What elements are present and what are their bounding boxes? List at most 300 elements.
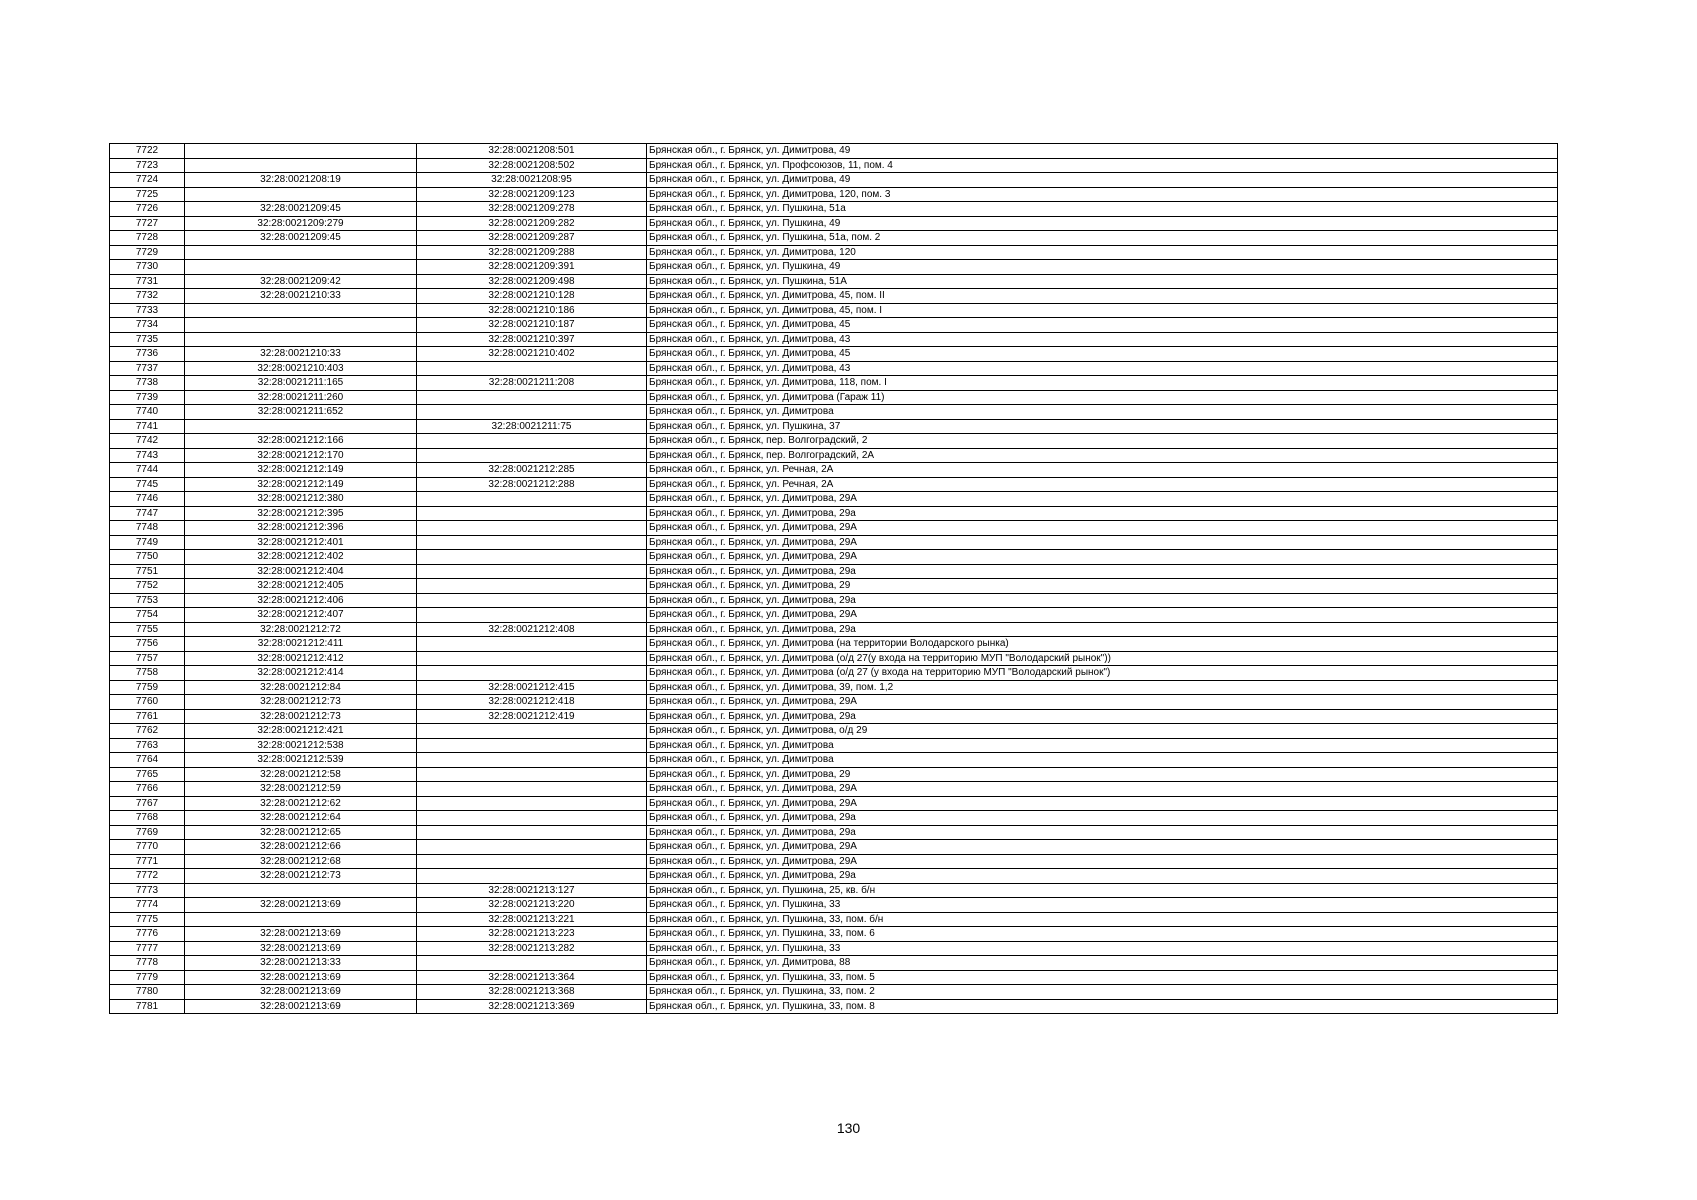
cadastral-number-cell: 32:28:0021212:414 <box>185 666 417 681</box>
cadastral-number-cell: 32:28:0021212:380 <box>185 492 417 507</box>
address-cell: Брянская обл., г. Брянск, ул. Димитрова, 43 <box>647 332 1558 347</box>
cadastral-number-cell: 32:28:0021210:403 <box>185 361 417 376</box>
cadastral-number-cell <box>185 303 417 318</box>
table-row <box>110 724 1558 739</box>
table-row <box>110 579 1558 594</box>
object-number-cell: 32:28:0021213:282 <box>417 941 647 956</box>
row-number-cell: 7727 <box>110 216 185 231</box>
cadastral-number-cell: 32:28:0021212:407 <box>185 608 417 623</box>
address-cell: Брянская обл., г. Брянск, ул. Димитрова, 120, пом. 3 <box>647 187 1558 202</box>
row-number-cell: 7736 <box>110 347 185 362</box>
table-row <box>110 289 1558 304</box>
table-row <box>110 434 1558 449</box>
address-cell: Брянская обл., г. Брянск, ул. Пушкина, 33 <box>647 898 1558 913</box>
object-number-cell: 32:28:0021208:501 <box>417 144 647 159</box>
row-number-cell: 7766 <box>110 782 185 797</box>
row-number-cell: 7754 <box>110 608 185 623</box>
cadastral-number-cell: 32:28:0021209:45 <box>185 202 417 217</box>
object-number-cell <box>417 651 647 666</box>
row-number-cell: 7739 <box>110 390 185 405</box>
row-number-cell: 7772 <box>110 869 185 884</box>
table-row <box>110 811 1558 826</box>
page-number: 130 <box>836 1120 861 1136</box>
address-cell: Брянская обл., г. Брянск, ул. Димитрова, 88 <box>647 956 1558 971</box>
address-cell: Брянская обл., г. Брянск, ул. Димитрова, 118, пом. I <box>647 376 1558 391</box>
address-cell: Брянская обл., г. Брянск, ул. Димитрова (на территории Володарского рынка) <box>647 637 1558 652</box>
row-number-cell: 7735 <box>110 332 185 347</box>
row-number-cell: 7771 <box>110 854 185 869</box>
address-cell: Брянская обл., г. Брянск, ул. Димитрова, 49 <box>647 144 1558 159</box>
object-number-cell <box>417 564 647 579</box>
cadastral-number-cell <box>185 187 417 202</box>
cadastral-number-cell: 32:28:0021212:58 <box>185 767 417 782</box>
object-number-cell: 32:28:0021209:278 <box>417 202 647 217</box>
row-number-cell: 7733 <box>110 303 185 318</box>
address-cell: Брянская обл., г. Брянск, ул. Пушкина, 51а, пом. 2 <box>647 231 1558 246</box>
cadastral-number-cell <box>185 419 417 434</box>
cadastral-number-cell: 32:28:0021212:538 <box>185 738 417 753</box>
object-number-cell: 32:28:0021212:415 <box>417 680 647 695</box>
table-row <box>110 347 1558 362</box>
cadastral-number-cell: 32:28:0021212:166 <box>185 434 417 449</box>
row-number-cell: 7764 <box>110 753 185 768</box>
object-number-cell: 32:28:0021213:369 <box>417 999 647 1014</box>
row-number-cell: 7768 <box>110 811 185 826</box>
row-number-cell: 7750 <box>110 550 185 565</box>
cadastral-number-cell: 32:28:0021213:69 <box>185 927 417 942</box>
object-number-cell: 32:28:0021213:223 <box>417 927 647 942</box>
object-number-cell <box>417 825 647 840</box>
row-number-cell: 7777 <box>110 941 185 956</box>
cadastral-number-cell: 32:28:0021212:68 <box>185 854 417 869</box>
cadastral-number-cell: 32:28:0021212:149 <box>185 477 417 492</box>
table-row <box>110 535 1558 550</box>
table-row <box>110 898 1558 913</box>
table-row <box>110 796 1558 811</box>
row-number-cell: 7737 <box>110 361 185 376</box>
address-cell: Брянская обл., г. Брянск, ул. Димитрова, 29 <box>647 579 1558 594</box>
table-row <box>110 274 1558 289</box>
object-number-cell <box>417 579 647 594</box>
row-number-cell: 7729 <box>110 245 185 260</box>
cadastral-number-cell: 32:28:0021212:401 <box>185 535 417 550</box>
table-row <box>110 869 1558 884</box>
object-number-cell: 32:28:0021211:208 <box>417 376 647 391</box>
address-cell: Брянская обл., г. Брянск, ул. Димитрова, 45 <box>647 318 1558 333</box>
table-row <box>110 492 1558 507</box>
row-number-cell: 7760 <box>110 695 185 710</box>
cadastral-number-cell: 32:28:0021212:62 <box>185 796 417 811</box>
cadastral-number-cell: 32:28:0021212:84 <box>185 680 417 695</box>
cadastral-number-cell: 32:28:0021212:406 <box>185 593 417 608</box>
row-number-cell: 7763 <box>110 738 185 753</box>
cadastral-number-cell: 32:28:0021213:69 <box>185 970 417 985</box>
cadastral-number-cell: 32:28:0021212:64 <box>185 811 417 826</box>
address-cell: Брянская обл., г. Брянск, ул. Пушкина, 49 <box>647 260 1558 275</box>
row-number-cell: 7758 <box>110 666 185 681</box>
object-number-cell <box>417 361 647 376</box>
row-number-cell: 7767 <box>110 796 185 811</box>
cadastral-number-cell: 32:28:0021212:73 <box>185 695 417 710</box>
table-row <box>110 390 1558 405</box>
object-number-cell <box>417 782 647 797</box>
row-number-cell: 7755 <box>110 622 185 637</box>
address-cell: Брянская обл., г. Брянск, ул. Речная, 2А <box>647 463 1558 478</box>
object-number-cell <box>417 521 647 536</box>
cadastral-number-cell: 32:28:0021211:260 <box>185 390 417 405</box>
table-row <box>110 521 1558 536</box>
object-number-cell: 32:28:0021209:123 <box>417 187 647 202</box>
object-number-cell <box>417 608 647 623</box>
cadastral-number-cell: 32:28:0021211:652 <box>185 405 417 420</box>
table-row <box>110 448 1558 463</box>
cadastral-number-cell: 32:28:0021212:149 <box>185 463 417 478</box>
row-number-cell: 7743 <box>110 448 185 463</box>
object-number-cell: 32:28:0021212:419 <box>417 709 647 724</box>
address-cell: Брянская обл., г. Брянск, ул. Димитрова (о/д 27 (у входа на территорию МУП "Володарский рынок") <box>647 666 1558 681</box>
address-cell: Брянская обл., г. Брянск, ул. Димитрова, 29а <box>647 811 1558 826</box>
cadastral-number-cell: 32:28:0021212:72 <box>185 622 417 637</box>
cadastral-number-cell: 32:28:0021212:405 <box>185 579 417 594</box>
cadastral-number-cell <box>185 144 417 159</box>
object-number-cell: 32:28:0021212:288 <box>417 477 647 492</box>
row-number-cell: 7762 <box>110 724 185 739</box>
row-number-cell: 7765 <box>110 767 185 782</box>
row-number-cell: 7757 <box>110 651 185 666</box>
object-number-cell: 32:28:0021213:127 <box>417 883 647 898</box>
object-number-cell: 32:28:0021208:502 <box>417 158 647 173</box>
row-number-cell: 7776 <box>110 927 185 942</box>
address-cell: Брянская обл., г. Брянск, ул. Пушкина, 33, пом. 5 <box>647 970 1558 985</box>
object-number-cell: 32:28:0021213:220 <box>417 898 647 913</box>
cadastral-number-cell: 32:28:0021208:19 <box>185 173 417 188</box>
address-cell: Брянская обл., г. Брянск, ул. Димитрова, 29А <box>647 535 1558 550</box>
row-number-cell: 7731 <box>110 274 185 289</box>
table-row <box>110 245 1558 260</box>
object-number-cell <box>417 840 647 855</box>
object-number-cell <box>417 448 647 463</box>
address-cell: Брянская обл., г. Брянск, ул. Димитрова (о/д 27(у входа на территорию МУП "Володарский рынок")) <box>647 651 1558 666</box>
table-row <box>110 463 1558 478</box>
address-cell: Брянская обл., г. Брянск, ул. Пушкина, 33, пом. 6 <box>647 927 1558 942</box>
row-number-cell: 7748 <box>110 521 185 536</box>
table-row <box>110 550 1558 565</box>
address-cell: Брянская обл., г. Брянск, ул. Пушкина, 25, кв. б/н <box>647 883 1558 898</box>
row-number-cell: 7740 <box>110 405 185 420</box>
row-number-cell: 7726 <box>110 202 185 217</box>
address-cell: Брянская обл., г. Брянск, ул. Димитрова, 45, пом. I <box>647 303 1558 318</box>
address-cell: Брянская обл., г. Брянск, ул. Пушкина, 33, пом. б/н <box>647 912 1558 927</box>
object-number-cell: 32:28:0021209:287 <box>417 231 647 246</box>
address-cell: Брянская обл., г. Брянск, ул. Димитрова, 120 <box>647 245 1558 260</box>
cadastral-number-cell <box>185 332 417 347</box>
cadastral-number-cell <box>185 158 417 173</box>
row-number-cell: 7723 <box>110 158 185 173</box>
row-number-cell: 7725 <box>110 187 185 202</box>
row-number-cell: 7778 <box>110 956 185 971</box>
row-number-cell: 7745 <box>110 477 185 492</box>
object-number-cell <box>417 637 647 652</box>
cadastral-number-cell <box>185 883 417 898</box>
row-number-cell: 7759 <box>110 680 185 695</box>
object-number-cell: 32:28:0021212:285 <box>417 463 647 478</box>
table-row <box>110 318 1558 333</box>
object-number-cell: 32:28:0021212:408 <box>417 622 647 637</box>
address-cell: Брянская обл., г. Брянск, ул. Профсоюзов, 11, пом. 4 <box>647 158 1558 173</box>
address-cell: Брянская обл., г. Брянск, ул. Димитрова, о/д 29 <box>647 724 1558 739</box>
cadastral-number-cell: 32:28:0021209:42 <box>185 274 417 289</box>
address-cell: Брянская обл., г. Брянск, ул. Димитрова, 29А <box>647 782 1558 797</box>
address-cell: Брянская обл., г. Брянск, ул. Димитрова, 45, пом. II <box>647 289 1558 304</box>
address-cell: Брянская обл., г. Брянск, ул. Димитрова, 29а <box>647 564 1558 579</box>
table-row <box>110 260 1558 275</box>
object-number-cell: 32:28:0021208:95 <box>417 173 647 188</box>
address-cell: Брянская обл., г. Брянск, ул. Пушкина, 33 <box>647 941 1558 956</box>
object-number-cell: 32:28:0021211:75 <box>417 419 647 434</box>
address-cell: Брянская обл., г. Брянск, ул. Димитрова, 29А <box>647 840 1558 855</box>
cadastral-number-cell: 32:28:0021210:33 <box>185 347 417 362</box>
table-row <box>110 216 1558 231</box>
table-row <box>110 999 1558 1014</box>
row-number-cell: 7773 <box>110 883 185 898</box>
row-number-cell: 7752 <box>110 579 185 594</box>
table-row <box>110 361 1558 376</box>
object-number-cell: 32:28:0021212:418 <box>417 695 647 710</box>
object-number-cell <box>417 767 647 782</box>
row-number-cell: 7744 <box>110 463 185 478</box>
row-number-cell: 7761 <box>110 709 185 724</box>
row-number-cell: 7738 <box>110 376 185 391</box>
row-number-cell: 7728 <box>110 231 185 246</box>
table-row <box>110 158 1558 173</box>
address-cell: Брянская обл., г. Брянск, ул. Димитрова <box>647 738 1558 753</box>
cadastral-number-cell: 32:28:0021212:59 <box>185 782 417 797</box>
object-number-cell: 32:28:0021210:128 <box>417 289 647 304</box>
table-row <box>110 883 1558 898</box>
registry-table-body <box>110 144 1558 1014</box>
object-number-cell: 32:28:0021210:187 <box>417 318 647 333</box>
row-number-cell: 7747 <box>110 506 185 521</box>
table-row <box>110 695 1558 710</box>
row-number-cell: 7780 <box>110 985 185 1000</box>
table-row <box>110 202 1558 217</box>
cadastral-number-cell: 32:28:0021212:411 <box>185 637 417 652</box>
object-number-cell: 32:28:0021210:402 <box>417 347 647 362</box>
table-row <box>110 927 1558 942</box>
object-number-cell: 32:28:0021213:221 <box>417 912 647 927</box>
table-row <box>110 637 1558 652</box>
object-number-cell <box>417 434 647 449</box>
table-row <box>110 303 1558 318</box>
object-number-cell <box>417 738 647 753</box>
row-number-cell: 7749 <box>110 535 185 550</box>
table-row <box>110 941 1558 956</box>
row-number-cell: 7753 <box>110 593 185 608</box>
object-number-cell: 32:28:0021213:368 <box>417 985 647 1000</box>
address-cell: Брянская обл., г. Брянск, ул. Пушкина, 51а <box>647 202 1558 217</box>
object-number-cell <box>417 550 647 565</box>
row-number-cell: 7724 <box>110 173 185 188</box>
object-number-cell <box>417 492 647 507</box>
address-cell: Брянская обл., г. Брянск, ул. Пушкина, 33, пом. 2 <box>647 985 1558 1000</box>
table-row <box>110 782 1558 797</box>
table-row <box>110 593 1558 608</box>
address-cell: Брянская обл., г. Брянск, ул. Димитрова <box>647 753 1558 768</box>
address-cell: Брянская обл., г. Брянск, ул. Димитрова, 29А <box>647 854 1558 869</box>
address-cell: Брянская обл., г. Брянск, ул. Димитрова, 49 <box>647 173 1558 188</box>
object-number-cell: 32:28:0021209:282 <box>417 216 647 231</box>
cadastral-number-cell: 32:28:0021209:279 <box>185 216 417 231</box>
object-number-cell: 32:28:0021213:364 <box>417 970 647 985</box>
address-cell: Брянская обл., г. Брянск, ул. Димитрова, 29А <box>647 796 1558 811</box>
cadastral-number-cell: 32:28:0021212:66 <box>185 840 417 855</box>
table-row <box>110 622 1558 637</box>
table-row <box>110 956 1558 971</box>
object-number-cell <box>417 753 647 768</box>
address-cell: Брянская обл., г. Брянск, ул. Пушкина, 33, пом. 8 <box>647 999 1558 1014</box>
table-row <box>110 173 1558 188</box>
cadastral-number-cell: 32:28:0021213:69 <box>185 898 417 913</box>
table-row <box>110 187 1558 202</box>
address-cell: Брянская обл., г. Брянск, пер. Волгоградский, 2 <box>647 434 1558 449</box>
object-number-cell <box>417 535 647 550</box>
table-row <box>110 477 1558 492</box>
cadastral-number-cell: 32:28:0021211:165 <box>185 376 417 391</box>
table-row <box>110 405 1558 420</box>
row-number-cell: 7770 <box>110 840 185 855</box>
object-number-cell <box>417 854 647 869</box>
object-number-cell <box>417 796 647 811</box>
row-number-cell: 7746 <box>110 492 185 507</box>
object-number-cell <box>417 405 647 420</box>
table-row <box>110 912 1558 927</box>
row-number-cell: 7751 <box>110 564 185 579</box>
row-number-cell: 7742 <box>110 434 185 449</box>
cadastral-number-cell: 32:28:0021213:33 <box>185 956 417 971</box>
cadastral-number-cell: 32:28:0021212:421 <box>185 724 417 739</box>
address-cell: Брянская обл., г. Брянск, ул. Димитрова, 29 <box>647 767 1558 782</box>
address-cell: Брянская обл., г. Брянск, ул. Димитрова, 29А <box>647 492 1558 507</box>
table-row <box>110 666 1558 681</box>
row-number-cell: 7774 <box>110 898 185 913</box>
address-cell: Брянская обл., г. Брянск, ул. Димитрова, 45 <box>647 347 1558 362</box>
table-row <box>110 753 1558 768</box>
cadastral-number-cell: 32:28:0021212:539 <box>185 753 417 768</box>
table-row <box>110 564 1558 579</box>
table-row <box>110 376 1558 391</box>
table-row <box>110 709 1558 724</box>
cadastral-number-cell: 32:28:0021212:395 <box>185 506 417 521</box>
address-cell: Брянская обл., г. Брянск, ул. Пушкина, 49 <box>647 216 1558 231</box>
object-number-cell: 32:28:0021210:186 <box>417 303 647 318</box>
table-row <box>110 231 1558 246</box>
address-cell: Брянская обл., г. Брянск, ул. Димитрова, 43 <box>647 361 1558 376</box>
cadastral-number-cell: 32:28:0021212:402 <box>185 550 417 565</box>
address-cell: Брянская обл., г. Брянск, ул. Димитрова, 29А <box>647 550 1558 565</box>
address-cell: Брянская обл., г. Брянск, ул. Димитрова, 39, пом. 1,2 <box>647 680 1558 695</box>
table-row <box>110 144 1558 159</box>
address-cell: Брянская обл., г. Брянск, ул. Димитрова, 29А <box>647 608 1558 623</box>
cadastral-number-cell: 32:28:0021213:69 <box>185 941 417 956</box>
table-row <box>110 970 1558 985</box>
table-row <box>110 825 1558 840</box>
row-number-cell: 7779 <box>110 970 185 985</box>
table-row <box>110 985 1558 1000</box>
registry-table <box>109 143 1558 1014</box>
row-number-cell: 7775 <box>110 912 185 927</box>
address-cell: Брянская обл., г. Брянск, ул. Димитрова, 29а <box>647 622 1558 637</box>
object-number-cell: 32:28:0021209:391 <box>417 260 647 275</box>
row-number-cell: 7730 <box>110 260 185 275</box>
address-cell: Брянская обл., г. Брянск, ул. Димитрова (Гараж 11) <box>647 390 1558 405</box>
object-number-cell <box>417 956 647 971</box>
row-number-cell: 7732 <box>110 289 185 304</box>
address-cell: Брянская обл., г. Брянск, ул. Пушкина, 51А <box>647 274 1558 289</box>
row-number-cell: 7741 <box>110 419 185 434</box>
cadastral-number-cell <box>185 318 417 333</box>
row-number-cell: 7756 <box>110 637 185 652</box>
cadastral-number-cell: 32:28:0021212:73 <box>185 869 417 884</box>
object-number-cell: 32:28:0021210:397 <box>417 332 647 347</box>
object-number-cell <box>417 593 647 608</box>
table-row <box>110 680 1558 695</box>
address-cell: Брянская обл., г. Брянск, ул. Димитрова <box>647 405 1558 420</box>
object-number-cell <box>417 506 647 521</box>
cadastral-number-cell <box>185 245 417 260</box>
cadastral-number-cell: 32:28:0021212:412 <box>185 651 417 666</box>
object-number-cell: 32:28:0021209:288 <box>417 245 647 260</box>
cadastral-number-cell: 32:28:0021209:45 <box>185 231 417 246</box>
row-number-cell: 7769 <box>110 825 185 840</box>
cadastral-number-cell: 32:28:0021212:73 <box>185 709 417 724</box>
address-cell: Брянская обл., г. Брянск, ул. Димитрова, 29А <box>647 521 1558 536</box>
row-number-cell: 7722 <box>110 144 185 159</box>
cadastral-number-cell: 32:28:0021212:170 <box>185 448 417 463</box>
cadastral-number-cell: 32:28:0021212:404 <box>185 564 417 579</box>
table-row <box>110 840 1558 855</box>
object-number-cell <box>417 666 647 681</box>
cadastral-number-cell: 32:28:0021213:69 <box>185 999 417 1014</box>
address-cell: Брянская обл., г. Брянск, пер. Волгоградский, 2А <box>647 448 1558 463</box>
table-row <box>110 419 1558 434</box>
address-cell: Брянская обл., г. Брянск, ул. Димитрова, 29а <box>647 506 1558 521</box>
table-row <box>110 506 1558 521</box>
table-row <box>110 332 1558 347</box>
table-row <box>110 767 1558 782</box>
object-number-cell: 32:28:0021209:498 <box>417 274 647 289</box>
cadastral-number-cell: 32:28:0021212:396 <box>185 521 417 536</box>
table-row <box>110 854 1558 869</box>
object-number-cell <box>417 724 647 739</box>
row-number-cell: 7781 <box>110 999 185 1014</box>
cadastral-number-cell <box>185 260 417 275</box>
cadastral-number-cell: 32:28:0021212:65 <box>185 825 417 840</box>
table-row <box>110 608 1558 623</box>
cadastral-number-cell <box>185 912 417 927</box>
cadastral-number-cell: 32:28:0021210:33 <box>185 289 417 304</box>
address-cell: Брянская обл., г. Брянск, ул. Димитрова, 29а <box>647 825 1558 840</box>
address-cell: Брянская обл., г. Брянск, ул. Димитрова, 29а <box>647 593 1558 608</box>
address-cell: Брянская обл., г. Брянск, ул. Пушкина, 37 <box>647 419 1558 434</box>
object-number-cell <box>417 811 647 826</box>
address-cell: Брянская обл., г. Брянск, ул. Димитрова, 29а <box>647 869 1558 884</box>
object-number-cell <box>417 390 647 405</box>
address-cell: Брянская обл., г. Брянск, ул. Димитрова, 29А <box>647 695 1558 710</box>
cadastral-number-cell: 32:28:0021213:69 <box>185 985 417 1000</box>
row-number-cell: 7734 <box>110 318 185 333</box>
address-cell: Брянская обл., г. Брянск, ул. Речная, 2А <box>647 477 1558 492</box>
table-row <box>110 738 1558 753</box>
